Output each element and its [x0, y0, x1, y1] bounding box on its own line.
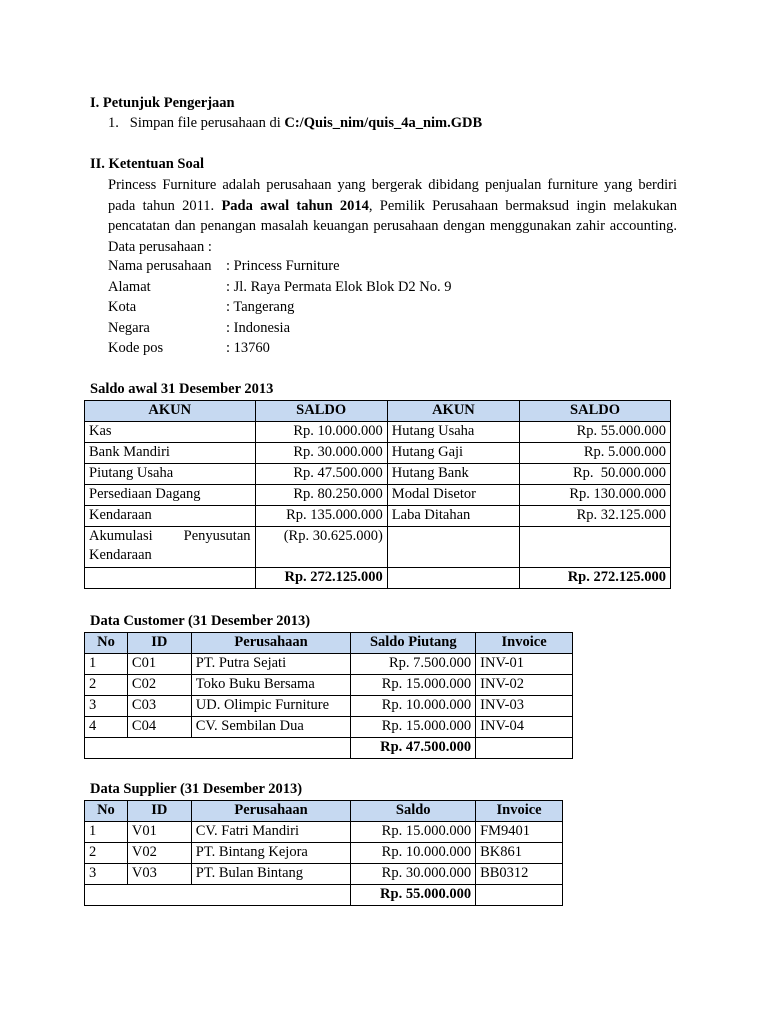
- column-header: ID: [127, 633, 191, 654]
- info-label: Nama perusahaan: [108, 258, 212, 274]
- column-header: AKUN: [85, 401, 256, 422]
- account-balance: Rp. 50.000.000: [520, 464, 671, 485]
- account-balance: Rp. 47.500.000: [255, 464, 387, 485]
- invoice-number: INV-04: [476, 717, 573, 738]
- supplier-title: Data Supplier (31 Desember 2013): [90, 781, 303, 797]
- empty-cell: [387, 568, 519, 589]
- account-name: Persediaan Dagang: [85, 485, 256, 506]
- info-label: Negara: [108, 319, 150, 336]
- section-1-heading: I. Petunjuk Pengerjaan: [90, 95, 235, 111]
- row-number: 2: [85, 675, 128, 696]
- row-number: 1: [85, 654, 128, 675]
- account-balance: Rp. 30.000.000: [255, 443, 387, 464]
- payable-balance: Rp. 10.000.000: [351, 843, 476, 864]
- customer-table: [84, 632, 573, 759]
- company-row: [108, 277, 452, 298]
- table-row: [85, 485, 671, 506]
- company-row: [108, 318, 452, 339]
- empty-cell: [520, 527, 671, 568]
- section-1-item: [108, 114, 482, 132]
- table-row: [85, 422, 671, 443]
- total-payable: Rp. 55.000.000: [351, 885, 476, 906]
- table-row: [85, 864, 563, 885]
- row-number: 1: [85, 822, 128, 843]
- company-row: [108, 297, 452, 318]
- column-header: Perusahaan: [191, 633, 351, 654]
- account-balance: Rp. 10.000.000: [255, 422, 387, 443]
- invoice-number: BK861: [476, 843, 563, 864]
- table-row: [85, 506, 671, 527]
- receivable-balance: Rp. 10.000.000: [351, 696, 476, 717]
- column-header: No: [85, 801, 128, 822]
- table-row: [85, 717, 573, 738]
- supplier-table: [84, 800, 563, 906]
- info-label: Alamat: [108, 278, 151, 295]
- table-row: [85, 696, 573, 717]
- empty-cell: [85, 568, 256, 589]
- row-number: 3: [85, 864, 128, 885]
- info-label: Kode pos: [108, 340, 164, 356]
- account-name: Hutang Usaha: [387, 422, 519, 443]
- row-number: 4: [85, 717, 128, 738]
- column-header: ID: [127, 801, 191, 822]
- receivable-balance: Rp. 7.500.000: [351, 654, 476, 675]
- account-balance: Rp. 80.250.000: [255, 485, 387, 506]
- account-balance: Rp. 32.125.000: [520, 506, 671, 527]
- file-path: C:/Quis_nim/quis_4a_nim.GDB: [284, 115, 483, 131]
- account-balance: Rp. 130.000.000: [520, 485, 671, 506]
- account-name: Kendaraan: [85, 506, 256, 527]
- column-header: Perusahaan: [191, 801, 351, 822]
- account-name-line: Kendaraan: [89, 547, 152, 563]
- row-number: 2: [85, 843, 128, 864]
- table-header-row: [85, 801, 563, 822]
- invoice-number: INV-03: [476, 696, 573, 717]
- empty-cell: [476, 738, 573, 759]
- company-name: CV. Fatri Mandiri: [191, 822, 351, 843]
- account-name: Kas: [85, 422, 256, 443]
- row-number: 3: [85, 696, 128, 717]
- account-name: Piutang Usaha: [85, 464, 256, 485]
- total-receivable: Rp. 47.500.000: [351, 738, 476, 759]
- receivable-balance: Rp. 15.000.000: [351, 717, 476, 738]
- customer-id: C01: [127, 654, 191, 675]
- company-name: CV. Sembilan Dua: [191, 717, 351, 738]
- account-name: [85, 527, 256, 568]
- invoice-number: BB0312: [476, 864, 563, 885]
- empty-cell: [85, 885, 351, 906]
- info-label: Kota: [108, 299, 137, 315]
- item-text: 1. Simpan file perusahaan di: [108, 115, 285, 131]
- account-balance: Rp. 135.000.000: [255, 506, 387, 527]
- info-value: : Tangerang: [226, 299, 295, 315]
- invoice-number: INV-01: [476, 654, 573, 675]
- saldo-table: [84, 400, 671, 589]
- customer-id: C03: [127, 696, 191, 717]
- total-balance: Rp. 272.125.000: [520, 568, 671, 589]
- invoice-number: INV-02: [476, 675, 573, 696]
- account-name: Hutang Bank: [387, 464, 519, 485]
- section-2-heading: II. Ketentuan Soal: [90, 156, 205, 172]
- empty-cell: [387, 527, 519, 568]
- account-name: Modal Disetor: [387, 485, 519, 506]
- account-name-line: Akumulasi Penyusutan: [89, 528, 251, 544]
- customer-id: C04: [127, 717, 191, 738]
- table-row: [85, 443, 671, 464]
- column-header: No: [85, 633, 128, 654]
- info-value: : Princess Furniture: [226, 258, 340, 274]
- company-row: [108, 256, 452, 277]
- para-text-2: , Pemilik Perusahaan bermaksud ingin melakukan pencatatan dan penangan masalah keuangan perusahaan dengan menggunakan zahir accounting. Data perusahaan :: [108, 197, 677, 255]
- account-name: Bank Mandiri: [85, 443, 256, 464]
- empty-cell: [85, 738, 351, 759]
- payable-balance: Rp. 15.000.000: [351, 822, 476, 843]
- column-header: Invoice: [476, 801, 563, 822]
- table-header-row: [85, 633, 573, 654]
- account-balance: Rp. 55.000.000: [520, 422, 671, 443]
- company-name: PT. Putra Sejati: [191, 654, 351, 675]
- column-header: SALDO: [520, 401, 671, 422]
- supplier-id: V03: [127, 864, 191, 885]
- table-row: [85, 464, 671, 485]
- para-bold-text: Pada awal tahun 2014: [221, 197, 369, 214]
- company-name: Toko Buku Bersama: [191, 675, 351, 696]
- table-row: [85, 527, 671, 568]
- table-row: [85, 654, 573, 675]
- company-name: PT. Bintang Kejora: [191, 843, 351, 864]
- invoice-number: FM9401: [476, 822, 563, 843]
- customer-id: C02: [127, 675, 191, 696]
- column-header: Saldo Piutang: [351, 633, 476, 654]
- table-header-row: [85, 401, 671, 422]
- empty-cell: [476, 885, 563, 906]
- table-row: [85, 843, 563, 864]
- payable-balance: Rp. 30.000.000: [351, 864, 476, 885]
- info-value: : Indonesia: [226, 319, 291, 336]
- column-header: AKUN: [387, 401, 519, 422]
- column-header: Saldo: [351, 801, 476, 822]
- total-row: [85, 885, 563, 906]
- total-row: [85, 738, 573, 759]
- company-name: UD. Olimpic Furniture: [191, 696, 351, 717]
- account-balance: Rp. 5.000.000: [520, 443, 671, 464]
- para-text-1: Princess Furniture adalah perusahaan yang bergerak dibidang penjualan furniture yang berdiri pada tahun 2011.: [108, 177, 677, 214]
- company-row: [108, 338, 452, 359]
- receivable-balance: Rp. 15.000.000: [351, 675, 476, 696]
- description-paragraph: [108, 175, 677, 257]
- table-row: [85, 822, 563, 843]
- account-name: Hutang Gaji: [387, 443, 519, 464]
- account-name: Laba Ditahan: [387, 506, 519, 527]
- table-row: [85, 675, 573, 696]
- total-balance: Rp. 272.125.000: [255, 568, 387, 589]
- column-header: SALDO: [255, 401, 387, 422]
- column-header: Invoice: [476, 633, 573, 654]
- saldo-title: Saldo awal 31 Desember 2013: [90, 381, 274, 397]
- supplier-id: V01: [127, 822, 191, 843]
- total-row: [85, 568, 671, 589]
- company-name: PT. Bulan Bintang: [191, 864, 351, 885]
- account-balance: (Rp. 30.625.000): [255, 527, 387, 568]
- info-value: : Jl. Raya Permata Elok Blok D2 No. 9: [226, 278, 452, 295]
- info-value: : 13760: [226, 340, 270, 356]
- supplier-id: V02: [127, 843, 191, 864]
- company-info: [108, 256, 452, 359]
- customer-title: Data Customer (31 Desember 2013): [90, 613, 311, 629]
